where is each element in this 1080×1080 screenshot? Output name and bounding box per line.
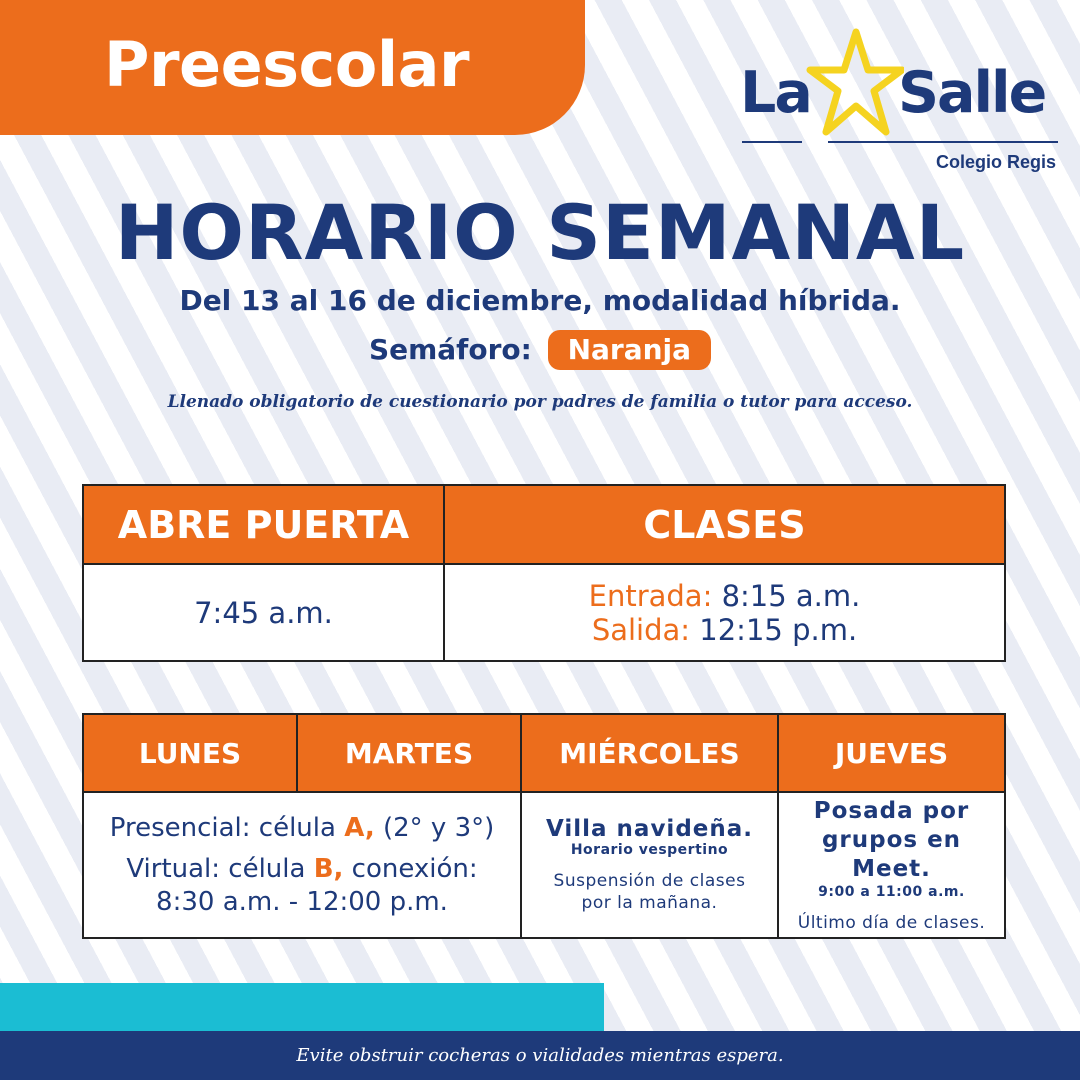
day-header-thursday: JUEVES	[778, 714, 1005, 792]
thu-sub: 9:00 a 11:00 a.m.	[818, 883, 965, 900]
footer-note: Evite obstruir cocheras o vialidades mientras espera.	[0, 1031, 1080, 1080]
classes-times	[444, 564, 1005, 661]
la-salle-logo	[740, 28, 1060, 178]
exit-label: Salida:	[591, 612, 691, 647]
connection-text: conexión:	[343, 853, 478, 884]
wed-note: Suspensión de clases por la mañana.	[553, 871, 746, 913]
exit-time: 12:15 p.m.	[699, 612, 858, 647]
virtual-hours: 8:30 a.m. - 12:00 p.m.	[156, 886, 448, 917]
day-header-tuesday: MARTES	[297, 714, 521, 792]
semaforo-row	[0, 330, 1080, 370]
classes-header: CLASES	[444, 485, 1005, 564]
cell-a: A,	[344, 812, 375, 843]
entry-label: Entrada:	[588, 578, 713, 613]
exit-row	[445, 613, 1004, 647]
virtual-text: Virtual: célula	[126, 853, 314, 884]
cyan-accent-bar	[0, 983, 604, 1031]
thu-note: Último día de clases.	[797, 912, 986, 933]
logo-rule-right	[828, 141, 1058, 143]
virtual-line	[84, 853, 520, 886]
cell-b: B,	[313, 853, 344, 884]
thu-title: Posada por grupos en Meet.	[813, 797, 970, 882]
schedule-table	[82, 484, 1006, 662]
wednesday-cell	[521, 792, 778, 938]
door-header: ABRE PUERTA	[83, 485, 444, 564]
semaforo-badge: Naranja	[548, 330, 711, 370]
mon-tue-cell	[83, 792, 521, 938]
door-time: 7:45 a.m.	[83, 564, 444, 661]
wed-sub: Horario vespertino	[570, 842, 729, 858]
semaforo-label: Semáforo:	[368, 333, 532, 366]
logo-word-salle: Salle	[898, 60, 1046, 126]
presencial-text: Presencial: célula	[109, 812, 345, 843]
level-tab	[0, 0, 585, 135]
day-header-monday: LUNES	[83, 714, 297, 792]
week-table	[82, 713, 1006, 939]
star-icon	[804, 28, 904, 138]
logo-subtitle: Colegio Regis	[935, 152, 1056, 172]
grades-text: (2° y 3°)	[374, 812, 495, 843]
logo-rule-left	[742, 141, 802, 143]
presencial-line	[84, 812, 520, 845]
entry-time: 8:15 a.m.	[721, 578, 861, 613]
thursday-cell	[778, 792, 1005, 938]
date-range: Del 13 al 16 de diciembre, modalidad híbrida.	[179, 284, 901, 317]
access-note: Llenado obligatorio de cuestionario por padres de familia o tutor para acceso.	[167, 392, 913, 412]
level-label: Preescolar	[104, 28, 470, 101]
logo-word-la: La	[740, 60, 811, 126]
entry-row	[445, 579, 1004, 613]
day-header-wednesday: MIÉRCOLES	[521, 714, 778, 792]
page-title: HORARIO SEMANAL	[114, 188, 966, 277]
wed-title: Villa navideña.	[545, 816, 754, 842]
